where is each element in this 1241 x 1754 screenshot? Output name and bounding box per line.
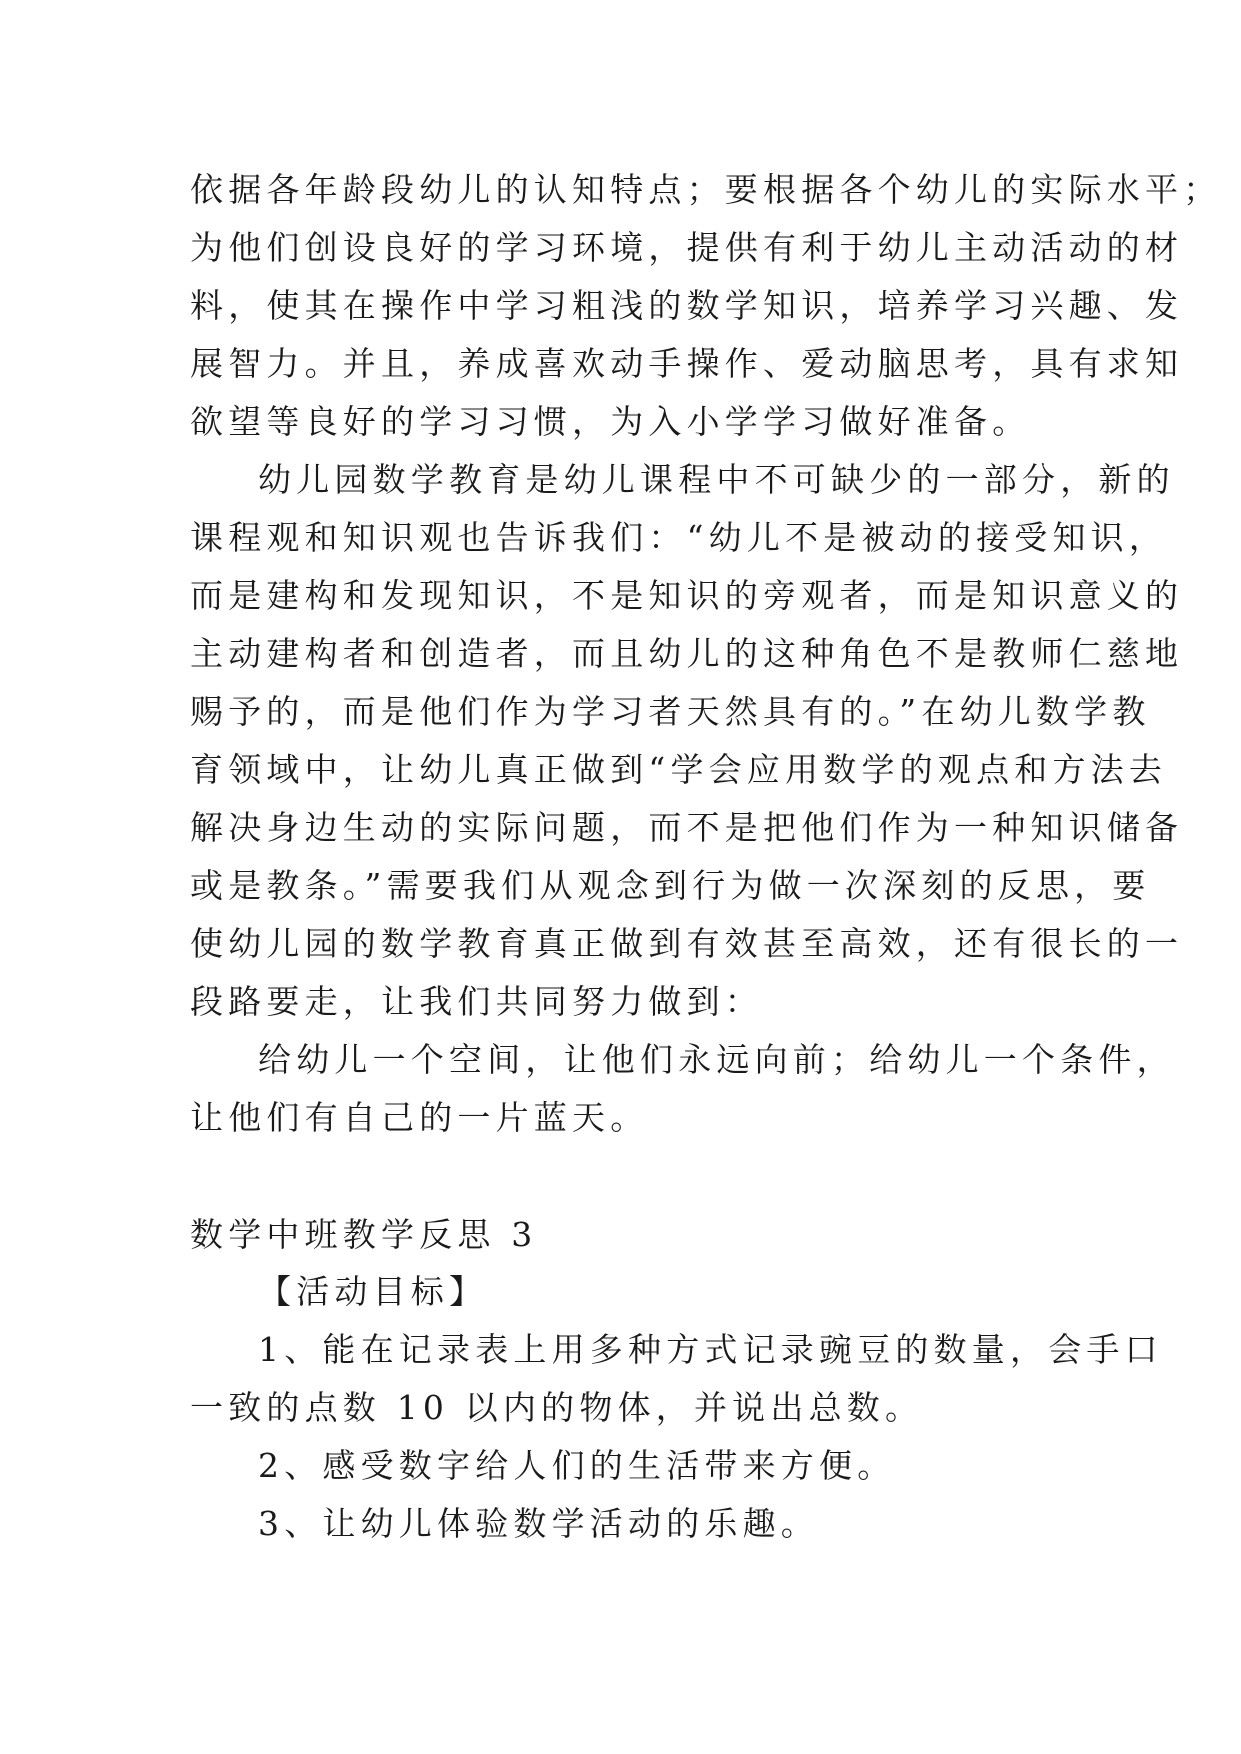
text-line: 让他们有自己的一片蓝天。 — [190, 1098, 649, 1137]
text-line: 幼儿园数学教育是幼儿课程中不可缺少的一部分，新的 — [258, 460, 1175, 499]
text-line: 育领域中，让幼儿真正做到“学会应用数学的观点和方法去 — [190, 750, 1168, 789]
text-line: 一致的点数 10 以内的物体，并说出总数。 — [190, 1388, 924, 1427]
text-line: 段路要走，让我们共同努力做到： — [190, 982, 763, 1021]
text-line: 主动建构者和创造者，而且幼儿的这种角色不是教师仁慈地 — [190, 634, 1184, 673]
text-line: 依据各年龄段幼儿的认知特点；要根据各个幼儿的实际水平； — [190, 170, 1222, 209]
text-line: 1、能在记录表上用多种方式记录豌豆的数量，会手口 — [258, 1330, 1163, 1369]
text-line: 或是教条。”需要我们从观念到行为做一次深刻的反思，要 — [190, 866, 1151, 905]
objective-item-3: 3、让幼儿体验数学活动的乐趣。 — [258, 1504, 819, 1543]
text-line: 而是建构和发现知识，不是知识的旁观者，而是知识意义的 — [190, 576, 1184, 615]
text-line: 使幼儿园的数学教育真正做到有效甚至高效，还有很长的一 — [190, 924, 1184, 963]
text-line: 解决身边生动的实际问题，而不是把他们作为一种知识储备 — [190, 808, 1184, 847]
text-line: 料，使其在操作中学习粗浅的数学知识，培养学习兴趣、发 — [190, 286, 1184, 325]
text-line: 课程观和知识观也告诉我们：“幼儿不是被动的接受知识， — [190, 518, 1168, 557]
objective-item-2: 2、感受数字给人们的生活带来方便。 — [258, 1446, 896, 1485]
section-title: 数学中班教学反思 3 — [190, 1215, 538, 1254]
text-line: 展智力。并且，养成喜欢动手操作、爱动脑思考，具有求知 — [190, 344, 1184, 383]
text-line: 欲望等良好的学习习惯，为入小学学习做好准备。 — [190, 402, 1031, 441]
text-line: 赐予的，而是他们作为学习者天然具有的。”在幼儿数学教 — [190, 692, 1151, 731]
objectives-heading: 【活动目标】 — [258, 1272, 488, 1311]
text-line: 给幼儿一个空间，让他们永远向前；给幼儿一个条件， — [258, 1040, 1175, 1079]
text-line: 为他们创设良好的学习环境，提供有利于幼儿主动活动的材 — [190, 228, 1184, 267]
